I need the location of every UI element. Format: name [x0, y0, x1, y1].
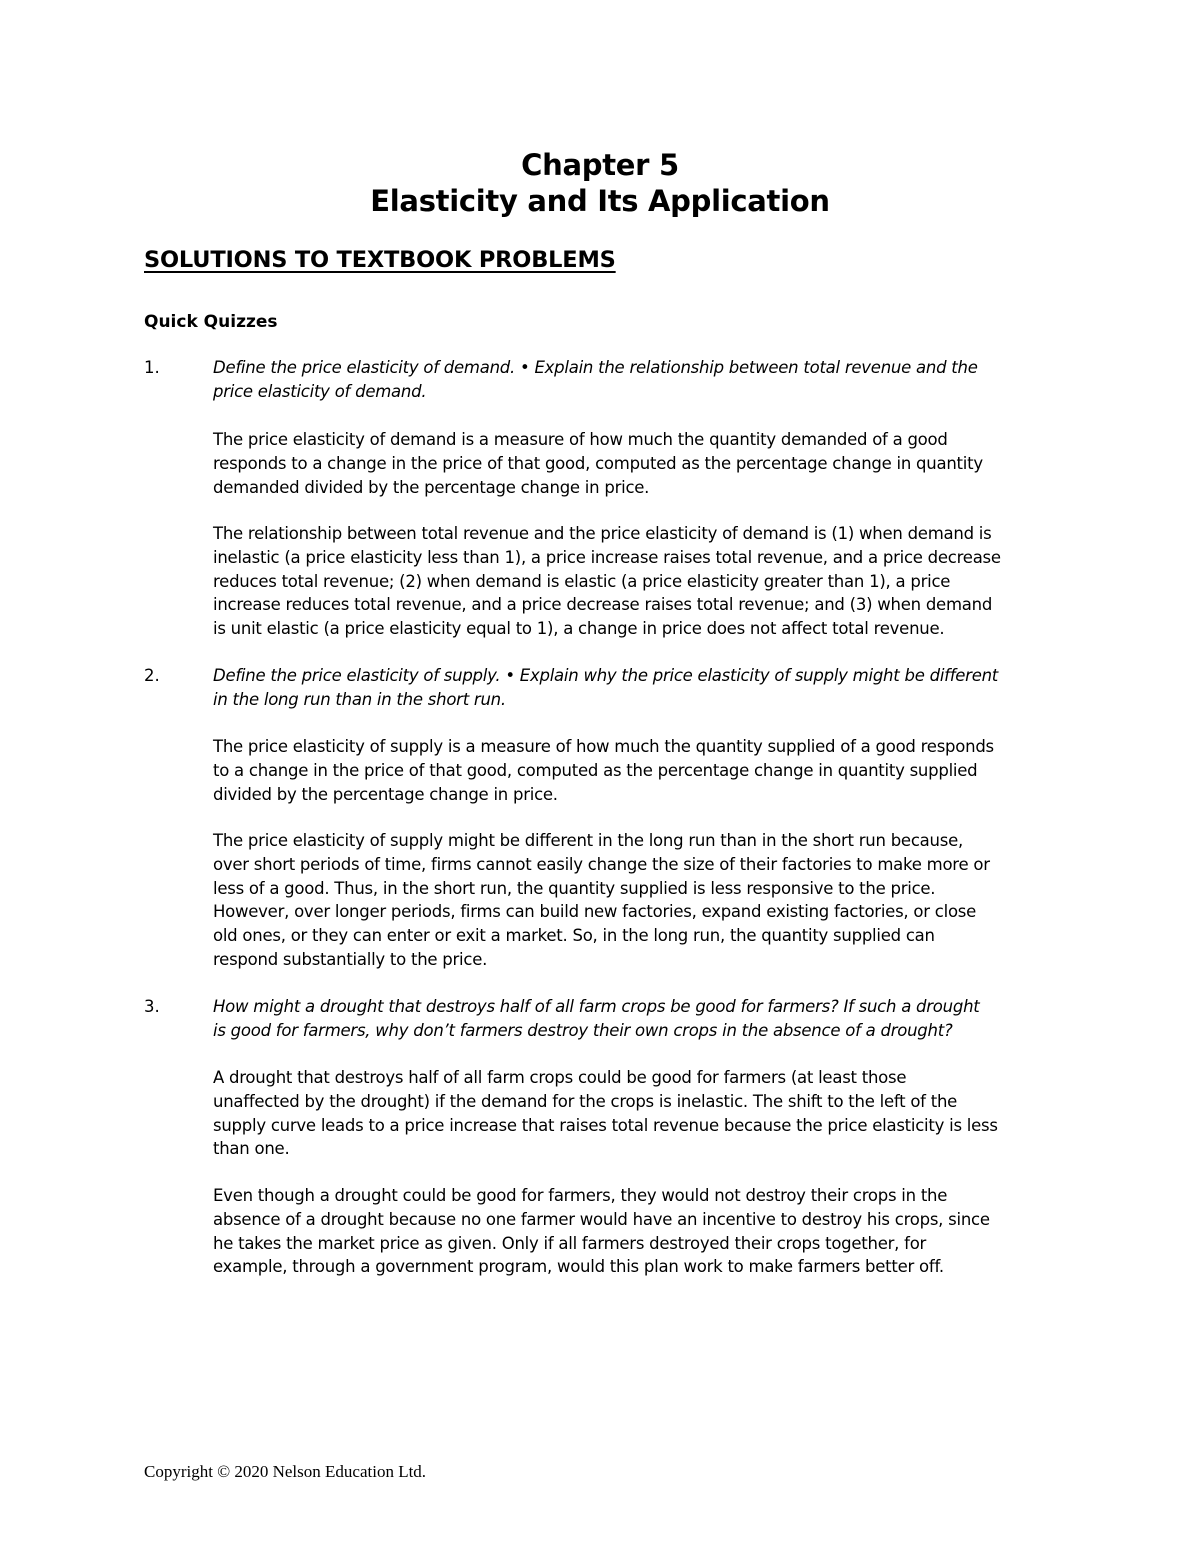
chapter-number: Chapter 5 — [521, 148, 679, 182]
quiz-question — [213, 356, 1063, 404]
answer-line: Even though a drought could be good for farmers, they would not destroy their crops in the — [213, 1186, 948, 1205]
quiz-answer-paragraph — [213, 1066, 1063, 1161]
answer-line: reduces total revenue; (2) when demand is elastic (a price elasticity greater than 1), a price — [213, 571, 951, 591]
answer-line: The price elasticity of supply might be different in the long run than in the short run because, — [213, 831, 963, 850]
answer-line: The relationship between total revenue and the price elasticity of demand is (1) when demand is — [213, 524, 992, 543]
quiz-number: 2. — [144, 666, 160, 685]
answer-line: increase reduces total revenue, and a price decrease raises total revenue; and (3) when demand — [213, 595, 993, 615]
quiz-answer-paragraph — [213, 1184, 1063, 1279]
answer-line: unaffected by the drought) if the demand for the crops is inelastic. The shift to the left of the — [213, 1091, 958, 1111]
answer-line: is unit elastic (a price elasticity equal to 1), a change in price does not affect total revenue. — [213, 619, 945, 639]
subsection-heading: Quick Quizzes — [144, 312, 278, 332]
question-line: in the long run than in the short run. — [213, 689, 506, 709]
answer-line: to a change in the price of that good, computed as the percentage change in quantity supplied — [213, 760, 978, 780]
section-heading: SOLUTIONS TO TEXTBOOK PROBLEMS — [144, 247, 616, 273]
answer-line: supply curve leads to a price increase that raises total revenue because the price elasticity is less — [213, 1115, 998, 1135]
answer-line: old ones, or they can enter or exit a market. So, in the long run, the quantity supplied can — [213, 926, 935, 946]
quiz-answer-paragraph — [213, 522, 1063, 641]
answer-line: responds to a change in the price of that good, computed as the percentage change in quantity — [213, 453, 983, 473]
answer-line: he takes the market price as given. Only if all farmers destroyed their crops together, for — [213, 1233, 927, 1253]
answer-line: example, through a government program, would this plan work to make farmers better off. — [213, 1257, 944, 1277]
quiz-question — [213, 664, 1063, 712]
answer-line: The price elasticity of demand is a measure of how much the quantity demanded of a good — [213, 430, 948, 449]
quiz-answer-paragraph — [213, 428, 1063, 499]
question-line: price elasticity of demand. — [213, 381, 427, 401]
quiz-number: 3. — [144, 997, 160, 1016]
answer-line: A drought that destroys half of all farm crops could be good for farmers (at least those — [213, 1068, 907, 1087]
answer-line: than one. — [213, 1139, 290, 1159]
question-line: How might a drought that destroys half of all farm crops be good for farmers? If such a drought — [213, 997, 980, 1016]
answer-line: demanded divided by the percentage change in price. — [213, 477, 650, 497]
question-line: is good for farmers, why don’t farmers destroy their own crops in the absence of a drought? — [213, 1020, 953, 1040]
quiz-number: 1. — [144, 358, 160, 377]
question-line: Define the price elasticity of supply. • Explain why the price elasticity of supply might be different — [213, 666, 999, 685]
quiz-question — [213, 995, 1063, 1043]
answer-line: over short periods of time, firms cannot easily change the size of their factories to make more or — [213, 854, 990, 874]
question-line: Define the price elasticity of demand. • Explain the relationship between total revenue and the — [213, 358, 978, 377]
quiz-answer-paragraph — [213, 829, 1063, 972]
answer-line: However, over longer periods, firms can build new factories, expand existing factories, or close — [213, 902, 977, 922]
copyright-footer: Copyright © 2020 Nelson Education Ltd. — [144, 1462, 427, 1481]
answer-line: respond substantially to the price. — [213, 949, 488, 969]
answer-line: inelastic (a price elasticity less than 1), a price increase raises total revenue, and a price decrease — [213, 547, 1001, 567]
chapter-title: Elasticity and Its Application — [370, 184, 830, 218]
quiz-answer-paragraph — [213, 735, 1063, 806]
answer-line: absence of a drought because no one farmer would have an incentive to destroy his crops, since — [213, 1209, 990, 1229]
answer-line: The price elasticity of supply is a measure of how much the quantity supplied of a good responds — [213, 737, 994, 756]
answer-line: less of a good. Thus, in the short run, the quantity supplied is less responsive to the price. — [213, 878, 936, 898]
answer-line: divided by the percentage change in price. — [213, 784, 558, 804]
